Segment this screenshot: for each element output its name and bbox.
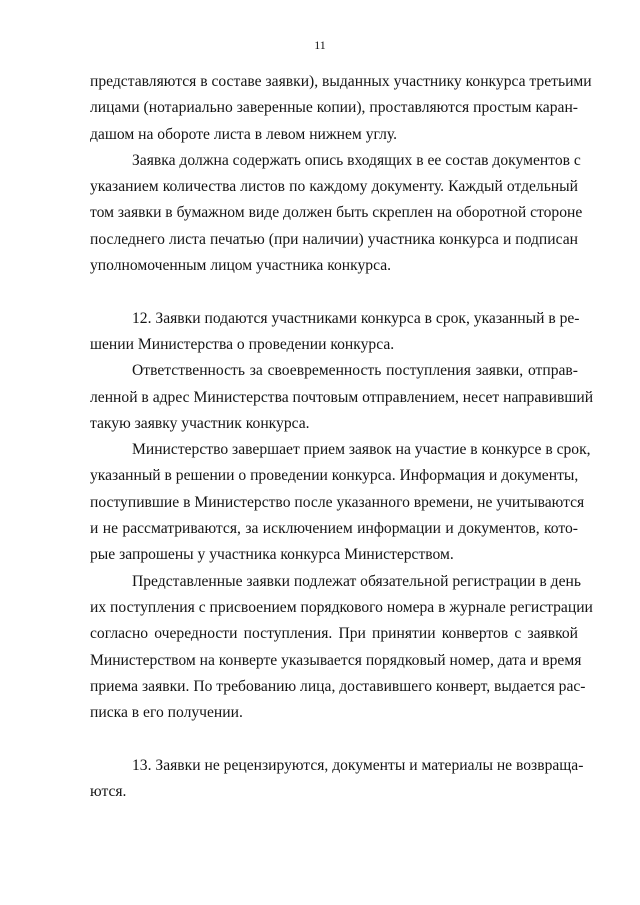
text-line: представляются в составе заявки), выданных участнику конкурса третьими xyxy=(90,73,592,90)
text-line: указанный в решении о проведении конкурса. Информация и документы, xyxy=(90,467,579,485)
text-line: том заявки в бумажном виде должен быть скреплен на оборотной стороне xyxy=(90,204,583,222)
text-line: и не рассматриваются, за исключением информации и документов, кото- xyxy=(90,520,578,538)
text-line: шении Министерства о проведении конкурса. xyxy=(90,335,395,353)
page-number: 11 xyxy=(314,38,326,52)
text-line: ются. xyxy=(90,783,127,801)
text-line: рые запрошены у участника конкурса Министерством. xyxy=(90,546,454,564)
text-line: согласно очередности поступления. При принятии конвертов с заявкой xyxy=(90,625,578,643)
text-line: 13. Заявки не рецензируются, документы и материалы не возвраща- xyxy=(132,756,584,774)
text-line: указанием количества листов по каждому документу. Каждый отдельный xyxy=(90,178,578,196)
text-line: дашом на обороте листа в левом нижнем углу. xyxy=(90,125,398,143)
text-line: лицами (нотариально заверенные копии), проставляются простым каран- xyxy=(90,99,578,117)
text-line: ленной в адрес Министерства почтовым отправлением, несет направивший xyxy=(90,388,594,406)
text-line: такую заявку участник конкурса. xyxy=(90,414,310,432)
paragraph xyxy=(90,437,591,568)
text-line: Министерством на конверте указывается порядковый номер, дата и время xyxy=(90,651,582,669)
text-line: приема заявки. По требованию лица, доставившего конверт, выдается рас- xyxy=(90,677,586,695)
text-line: писка в его получении. xyxy=(90,704,243,722)
text-line: Представленные заявки подлежат обязательной регистрации в день xyxy=(132,572,581,590)
text-line: поступившие в Министерство после указанного времени, не учитываются xyxy=(90,493,585,511)
numbered-paragraph-12 xyxy=(90,306,578,359)
text-line: 12. Заявки подаются участниками конкурса в срок, указанный в ре- xyxy=(132,309,580,327)
numbered-paragraph-13 xyxy=(90,753,584,806)
text-line: Министерство завершает прием заявок на участие в конкурсе в срок, xyxy=(132,441,591,459)
paragraph xyxy=(90,69,592,148)
text-line: их поступления с присвоением порядкового номера в журнале регистрации xyxy=(90,598,593,616)
paragraph xyxy=(90,569,593,727)
paragraph xyxy=(90,148,583,279)
document-body xyxy=(90,69,594,805)
text-line: последнего листа печатью (при наличии) участника конкурса и подписан xyxy=(90,230,578,248)
text-line: Ответственность за своевременность поступления заявки, отправ- xyxy=(132,362,578,380)
text-line: Заявка должна содержать опись входящих в ее состав документов с xyxy=(132,151,581,169)
paragraph xyxy=(90,358,594,437)
text-line: уполномоченным лицом участника конкурса. xyxy=(90,257,392,275)
